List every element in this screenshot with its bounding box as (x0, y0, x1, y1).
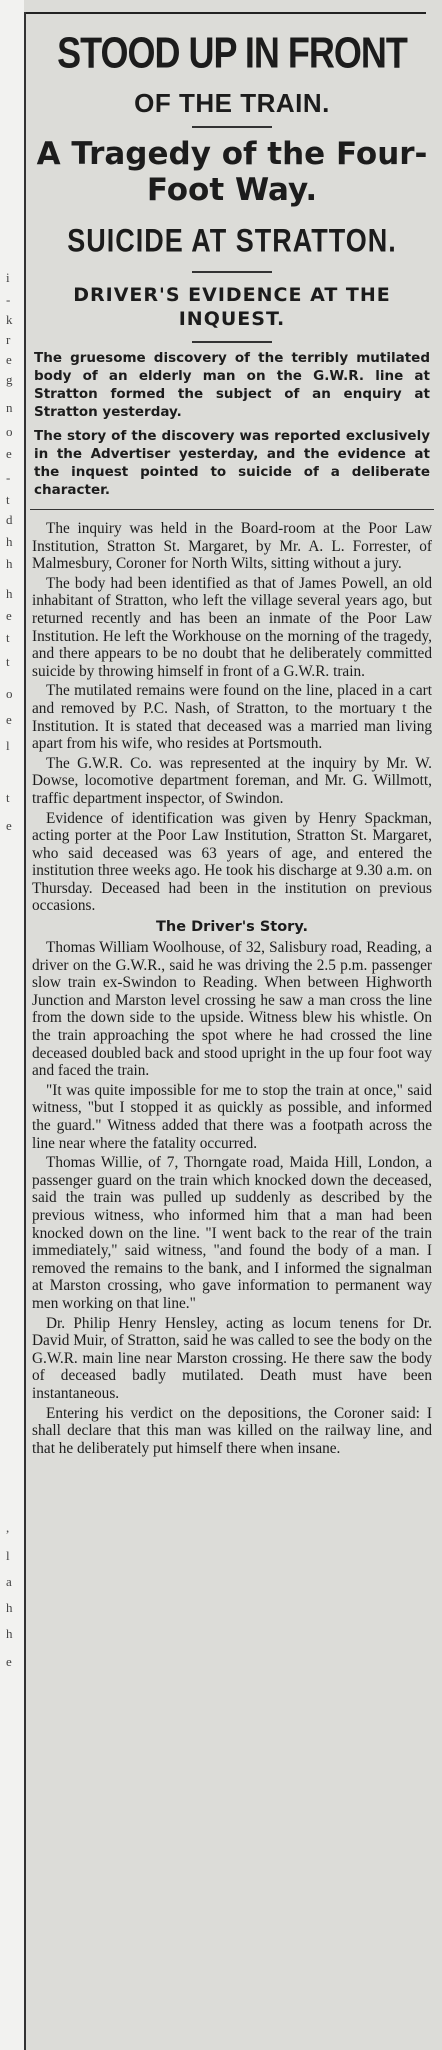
margin-fragment: - (6, 292, 11, 307)
divider (30, 509, 434, 510)
margin-fragment: l (6, 738, 10, 753)
margin-fragment: e (6, 352, 12, 367)
lead-paragraph: The story of the discovery was reported exclusively in the Advertiser yesterday, and the evidence at the inquest pointed to suicide of a deliberate character. (34, 428, 430, 498)
margin-fragment: a (6, 1574, 12, 1589)
margin-fragment: t (6, 790, 10, 805)
margin-fragment: h (6, 1600, 13, 1615)
margin-fragment: e (6, 1654, 12, 1669)
body-paragraph: "It was quite impossible for me to stop the train at once," said witness, "but I stopped it as quickly as possible, and informed the guard." Witness added that there was a footpath across the line near where the fatality occurred. (32, 1081, 432, 1152)
margin-fragment: h (6, 1626, 13, 1641)
margin-fragment: g (6, 372, 13, 387)
margin-fragment: n (6, 400, 13, 415)
body-paragraph: The inquiry was held in the Board-room at the Poor Law Institution, Stratton St. Margaret, by Mr. A. L. Forrester, of Malmesbury, Coroner for North Wilts, sitting without a jury. (32, 520, 432, 573)
body-paragraph: Entering his verdict on the depositions, the Coroner said: I shall declare that this man was killed on the railway line, and that he deliberately put himself there when insane. (32, 1404, 432, 1457)
margin-fragment: o (6, 686, 13, 701)
margin-fragment: - (6, 470, 11, 485)
column-rule (24, 12, 26, 2050)
headline-secondary: OF THE TRAIN. (134, 88, 330, 118)
margin-fragment: d (6, 512, 13, 527)
margin-fragment: e (6, 818, 12, 833)
margin-fragment: e (6, 446, 12, 461)
section-subhead: The Driver's Story. (156, 919, 308, 936)
body-paragraph: Dr. Philip Henry Hensley, acting as locum tenens for Dr. David Muir, of Stratton, said he was called to see the body on the G.W.R. main line near Marston crossing. He there saw the body of deceased badly mutilated. Death must have been instantaneous. (32, 1314, 432, 1402)
divider (192, 126, 272, 128)
body-paragraph: The mutilated remains were found on the line, placed in a cart and removed by P.C. Nash, of Stratton, to the mortuary t the Institution. It is stated that deceased was a married man living apart from his wife, who resides at Portsmouth. (32, 682, 432, 753)
margin-fragment: k (6, 312, 13, 327)
article (30, 20, 434, 1459)
deck: DRIVER'S EVIDENCE AT THE INQUEST. (73, 284, 391, 330)
margin-fragment: , (6, 1520, 10, 1535)
body-paragraph: The body had been identified as that of James Powell, an old inhabitant of Stratton, who left the village several years ago, but returned recently and has been an inmate of the Poor Law Institution. He left the Workhouse on the morning of the tragedy, and there appears to be no doubt that he deliberately committed suicide by throwing himself in front of a G.W.R. train. (32, 574, 432, 680)
subtitle: SUICIDE AT STRATTON. (67, 222, 397, 259)
margin-fragment: e (6, 608, 12, 623)
margin-fragment: r (6, 332, 11, 347)
body-paragraph: Thomas William Woolhouse, of 32, Salisbury road, Reading, a driver on the G.W.R., said he was driving the 2.5 p.m. passenger slow train ex-Swindon to Reading. When between Highworth Junction and Marston level crossing he saw a man cross the line from the down side to the upside. Witness blew his whistle. On the train approaching the spot where he had crossed the line deceased doubled back and stood upright in the up four foot way and faced the train. (32, 939, 432, 1080)
margin-fragment: l (6, 1548, 10, 1563)
divider (192, 341, 272, 343)
margin-fragment: h (6, 534, 13, 549)
lead-paragraph: The gruesome discovery of the terribly mutilated body of an elderly man on the G.W.R. line at Stratton formed the subject of an enquiry at Stratton yesterday. (34, 350, 430, 420)
article-title: A Tragedy of the Four-Foot Way. (36, 136, 428, 208)
divider (192, 271, 272, 273)
body-paragraph: The G.W.R. Co. was represented at the inquiry by Mr. W. Dowse, locomotive department foreman, and Mr. G. Willmott, traffic department inspector, of Swindon. (32, 754, 432, 807)
margin-fragment: i (6, 270, 10, 285)
margin-fragment: o (6, 424, 13, 439)
headline: STOOD UP IN FRONT (57, 27, 407, 77)
margin-fragment: e (6, 712, 12, 727)
margin-fragment: t (6, 630, 10, 645)
margin-fragment: t (6, 654, 10, 669)
article-body (30, 520, 434, 1457)
body-paragraph: Thomas Willie, of 7, Thorngate road, Maida Hill, London, a passenger guard on the train which knocked down the deceased, said the train was pulled up suddenly as described by the previous witness, who informed him that a man had been knocked down on the line. "I went back to the rear of the train immediately," said witness, "and found the body of a man. I removed the remains to the bank, and I informed the signalman at Marston crossing, who gave information to permanent way men working on that line." (32, 1154, 432, 1312)
margin-fragment: t (6, 492, 10, 507)
top-rule (26, 12, 426, 14)
lead-section (30, 349, 434, 499)
body-paragraph: Evidence of identification was given by Henry Spackman, acting porter at the Poor Law Institution, Stratton St. Margaret, who said deceased was 63 years of age, and entered the institution three weeks ago. He took his discharge at 9.30 a.m. on Thursday. Deceased had been in the institution on previous occasions. (32, 809, 432, 915)
margin-fragment: h (6, 586, 13, 601)
adjacent-column-fragment (0, 0, 24, 2050)
margin-fragment: h (6, 556, 13, 571)
